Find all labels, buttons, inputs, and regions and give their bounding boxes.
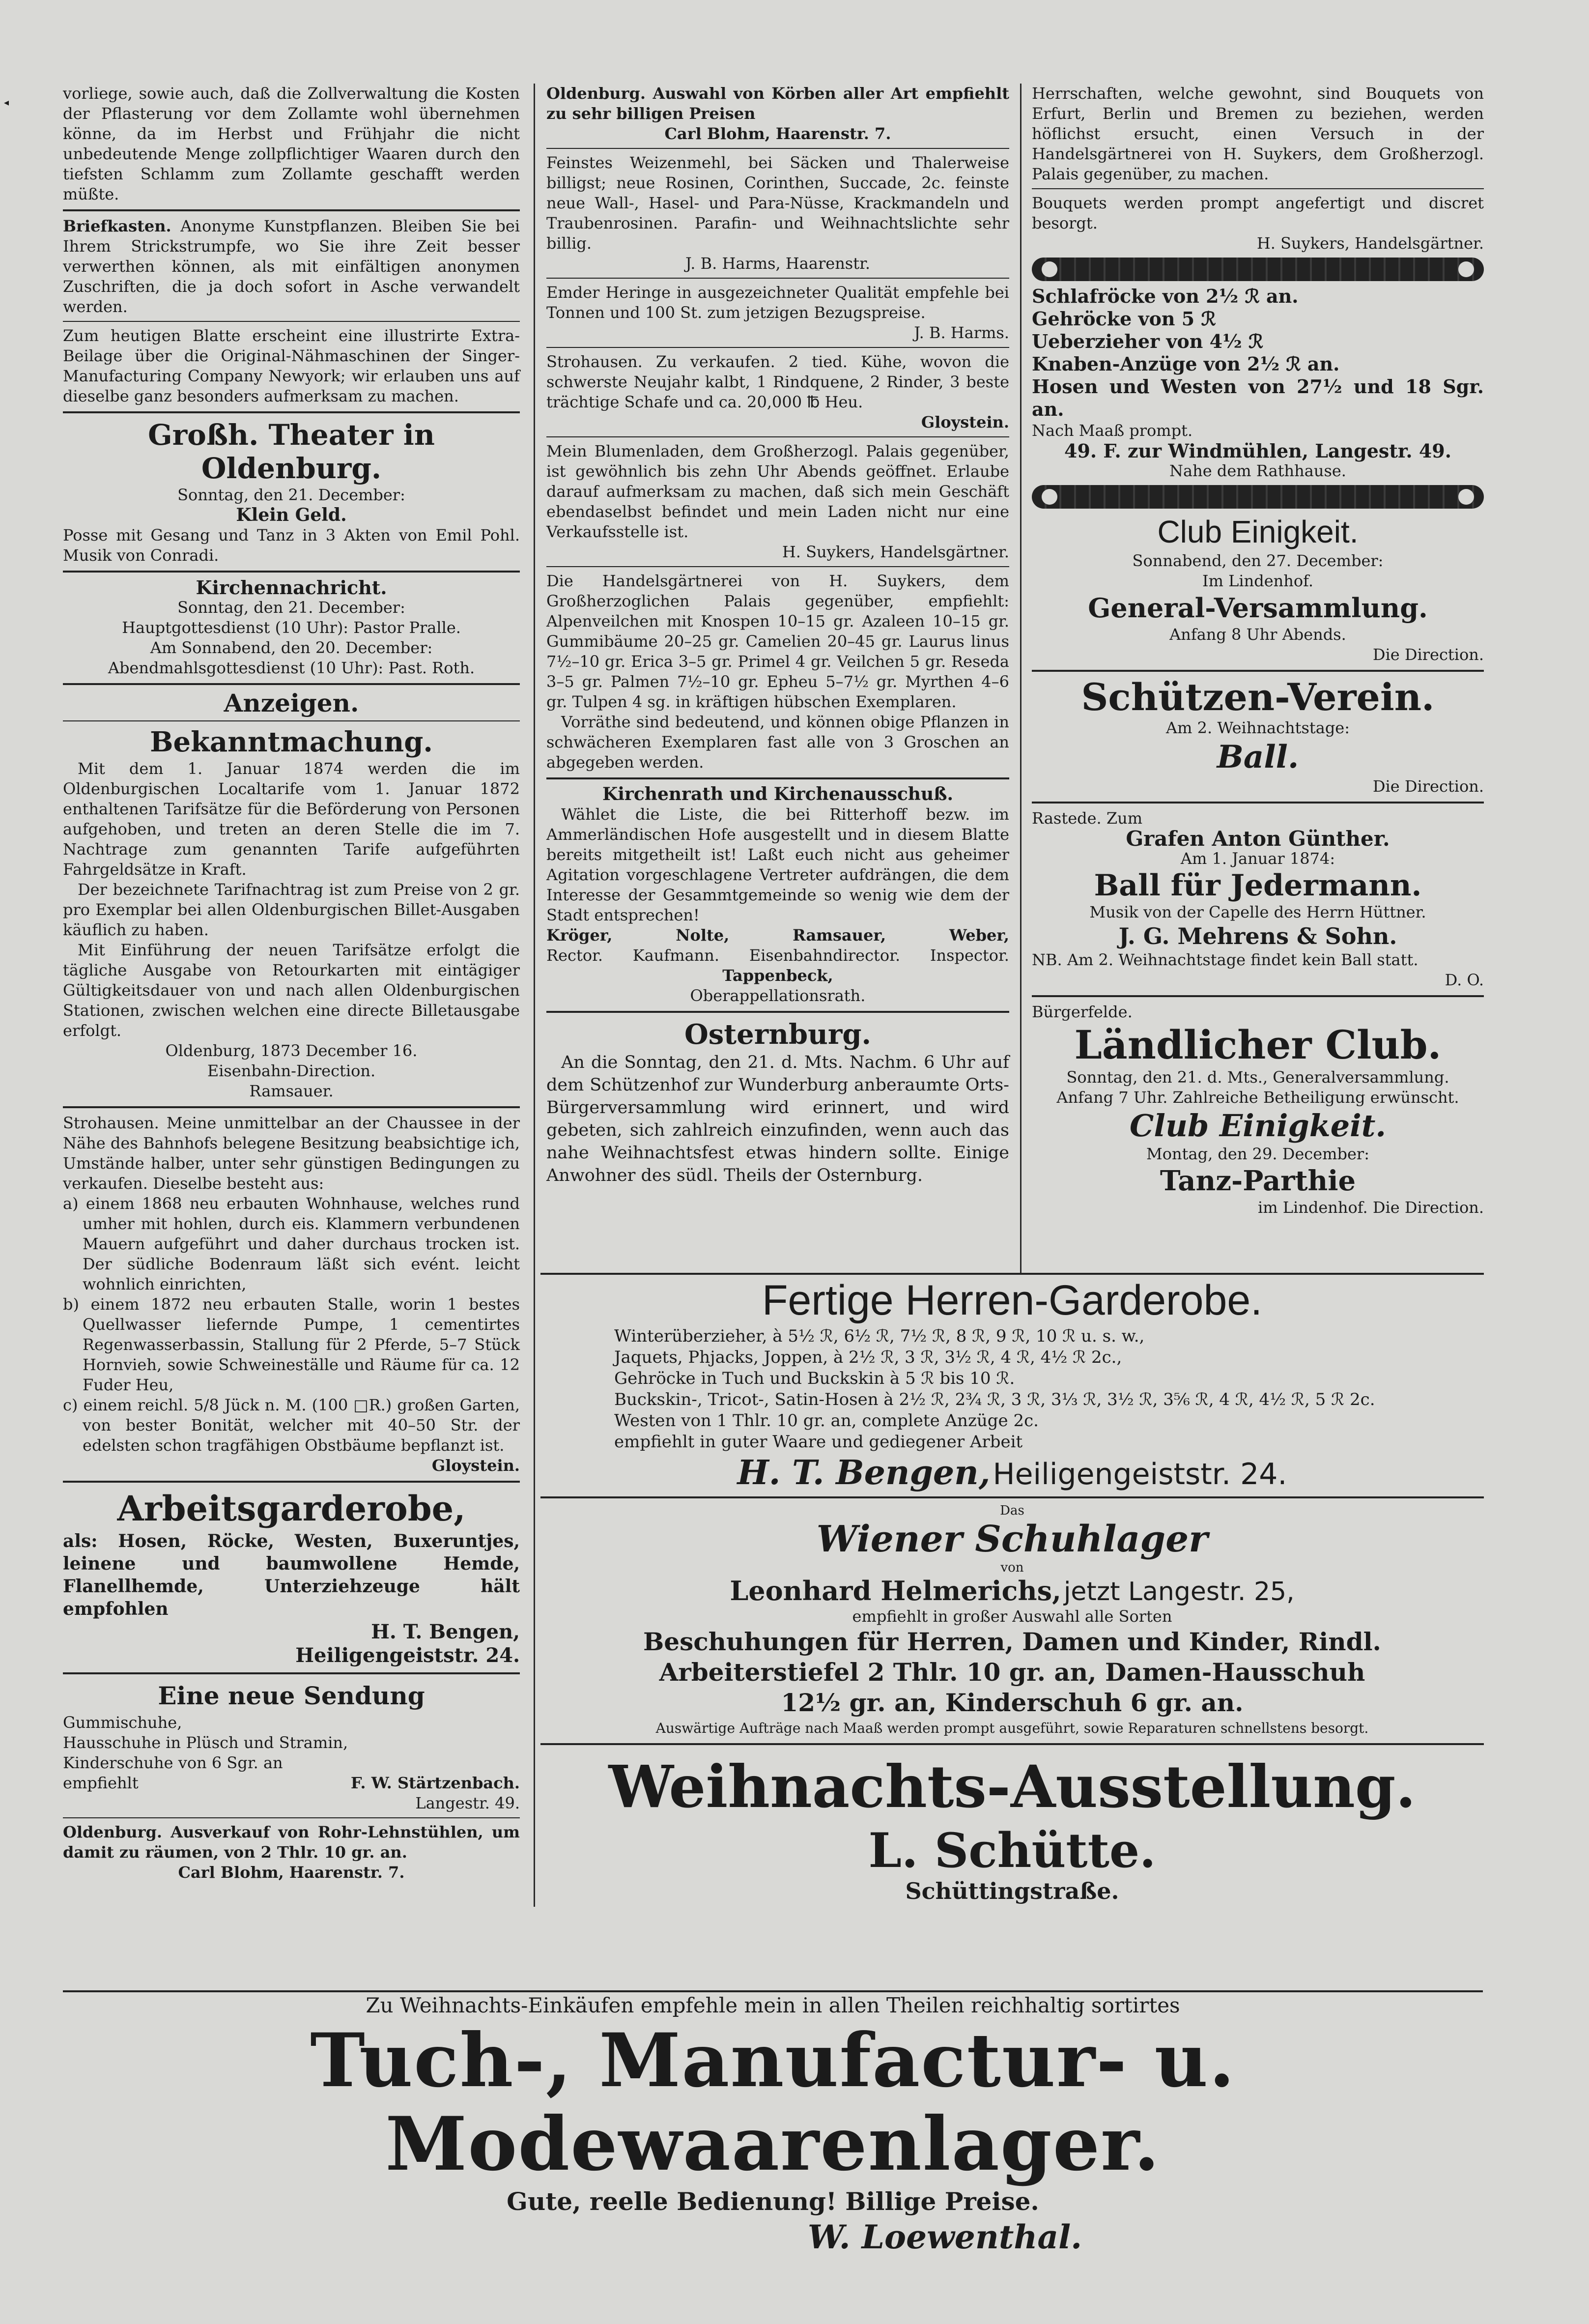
schlafroecke-line: Knaben-Anzüge von 2½ ℛ an. xyxy=(1032,353,1340,375)
nb-note: NB. Am 2. Weihnachtstage findet kein Ball statt. xyxy=(1032,950,1419,969)
theater-desc: Posse mit Gesang und Tanz in 3 Akten von Emil Pohl. Musik von Conradi. xyxy=(63,526,520,565)
handelsgaertnerei-ad: Vorräthe sind bedeutend, und können obige Pflanzen in schwächeren Exemplaren fast alle von 3 Groschen an abgegeben werden. xyxy=(546,713,1009,772)
schlafroecke-line: Schlafröcke von 2½ ℛ an. xyxy=(1032,285,1299,307)
schuhlager-das: Das xyxy=(1000,1503,1024,1518)
briefkasten-heading: Briefkasten. xyxy=(63,217,171,235)
strohausen-vieh-ad: Strohausen. Zu verkaufen. 2 tied. Kühe, wovon die schwerste Neujahr kalbt, 1 Rindquene, 2 Rinder, 3 beste trächtige Schafe und ca. 20,000 ℔ Heu. xyxy=(546,352,1009,411)
club-generalversammlung: General-Versammlung. xyxy=(1088,592,1428,624)
laendlicher-club-line: Sonntag, den 21. d. Mts., Generalversammlung. xyxy=(1066,1068,1449,1087)
helmerichs-line: 12½ gr. an, Kinderschuh 6 gr. an. xyxy=(781,1688,1244,1717)
bekanntmachung-title: Bekanntmachung. xyxy=(150,726,433,758)
kirchenrath-heading: Kirchenrath und Kirchenausschuß. xyxy=(602,784,954,804)
kirchenrath-names xyxy=(546,925,1009,946)
helmerichs-line: Beschuhungen für Herren, Damen und Kinder, Rindl. xyxy=(643,1627,1381,1656)
heringe-signature: J. B. Harms. xyxy=(914,323,1009,342)
herren-garderobe-item: Gehröcke in Tuch und Buckskin à 5 ℛ bis 10 ℛ. xyxy=(614,1369,1015,1388)
ornamental-bar xyxy=(1032,258,1484,281)
strohausen-item: c) einem reichl. 5/8 Jück n. M. (100 □R.) großen Garten, von bester Bonität, welcher mit 40–50 Str. der edelsten schon tragfähigen Obstbäume bepflanzt ist. xyxy=(63,1396,520,1455)
schlafroecke-note: Nach Maaß prompt. xyxy=(1032,421,1193,440)
mehrens-signature: J. G. Mehrens & Sohn. xyxy=(1118,923,1397,949)
strohausen-text: Strohausen. Meine unmittelbar an der Chaussee in der Nähe des Bahnhofs belegene Besitzung beabsichtige ich, Umstände halber, unter sehr günstigen Bedingungen zu verkaufen. Dieselbe besteht aus: xyxy=(63,1114,520,1193)
schuette-address: Schüttingstraße. xyxy=(905,1878,1119,1904)
kirche-heading: Kirchennachricht. xyxy=(196,576,387,599)
sendung-title: Eine neue Sendung xyxy=(158,1681,425,1710)
arbeitsgarderobe-title: Arbeitsgarderobe, xyxy=(117,1488,466,1529)
koerbe-ad: Oldenburg. Auswahl von Körben aller Art empfiehlt zu sehr billigen Preisen xyxy=(546,84,1009,123)
footer-signature: W. Loewenthal. xyxy=(807,2218,1082,2256)
bek-signature: Ramsauer. xyxy=(249,1082,334,1100)
club-line: Im Lindenhof. xyxy=(1202,572,1314,590)
herren-garderobe-item: empfiehlt in guter Waare und gediegener Arbeit xyxy=(614,1432,1023,1452)
schuette-name: L. Schütte. xyxy=(868,1823,1156,1878)
footer-intro: Zu Weihnachts-Einkäufen empfehle mein in allen Theilen reichhaltig sortirtes xyxy=(366,1993,1180,2017)
heringe-ad: Emder Heringe in ausgezeichneter Qualität empfehle bei Tonnen und 100 St. zum jetzigen Bezugspreise. xyxy=(546,283,1009,322)
herren-garderobe-block xyxy=(540,1273,1484,1904)
sendung-line: empfiehlt xyxy=(63,1774,139,1792)
strohausen-vieh-signature: Gloystein. xyxy=(921,413,1009,431)
windmuehlen-address: 49. F. zur Windmühlen, Langestr. 49. xyxy=(1064,440,1451,462)
theater-play: Klein Geld. xyxy=(236,505,347,525)
ball-jedermann: Ball für Jedermann. xyxy=(1094,868,1422,903)
koerbe-signature: Carl Blohm, Haarenstr. 7. xyxy=(664,124,891,143)
club-einigkeit-date: Montag, den 29. December: xyxy=(1146,1145,1369,1163)
anzeigen-heading: Anzeigen. xyxy=(224,689,359,717)
tanz-parthie-title: Tanz-Parthie xyxy=(1160,1165,1356,1197)
schlafroecke-line: Gehröcke von 5 ℛ xyxy=(1032,308,1216,330)
bek-paragraph: Der bezeichnete Tarifnachtrag ist zum Preise von 2 gr. pro Exemplar bei allen Oldenburgischen Billet-Ausgaben käuflich zu haben. xyxy=(63,880,520,939)
bek-signature: Eisenbahn-Direction. xyxy=(207,1062,376,1080)
club-line: Sonnabend, den 27. December: xyxy=(1132,551,1384,570)
sendung-signature: F. W. Stärtzenbach. xyxy=(350,1774,520,1792)
bouquets-signature: H. Suykers, Handelsgärtner. xyxy=(1256,234,1484,253)
blumenladen-ad: Mein Blumenladen, dem Großherzogl. Palais gegenüber, ist gewöhnlich bis zehn Uhr Abends geöffnet. Erlaube darauf aufmerksam zu machen, daß sich mein Geschäft ebendaselbst befindet und mein Laden nicht nur eine Verkaufsstelle ist. xyxy=(546,442,1009,541)
theater-date: Sonntag, den 21. December: xyxy=(177,486,405,504)
margin-mark: ◂ xyxy=(4,96,9,108)
briefkasten-text: Anonyme Kunstpflanzen. Bleiben Sie bei Ihrem Strickstrumpfe, wo Sie ihre Zeit besser verwerthen können, als mit einfältigen anonymen Zuschriften, die ja doch sofort in Asche verwandelt werden. xyxy=(63,217,520,316)
footer-slogan: Gute, reelle Bedienung! Billige Preise. xyxy=(507,2187,1039,2216)
strohausen-item: a) einem 1868 neu erbauten Wohnhause, welches rund umher mit hohlen, durch eis. Klammern verbundenen Mauern aufgeführt und daher durchaus trocken ist. Der südliche Bodenraum läßt sich evént. leicht wohnlich einrichten, xyxy=(63,1194,520,1293)
handelsgaertnerei-ad: Die Handelsgärtnerei von H. Suykers, dem Großherzoglichen Palais gegenüber, empfiehlt: Alpenveilchen mit Knospen 10–15 gr. Azaleen 10–15 gr. Gummibäume 20–25 gr. Camelien 20–45 gr. Laurus linus 7½–10 gr. Erica 3–5 gr. Primel 4 gr. Veilchen 5 gr. Reseda 3–5 gr. Palmen 7½–10 gr. Epheu 5–7½ gr. Myrthen 4–6 gr. Tulpen 4 sg. in kräftigen hübschen Exemplaren. xyxy=(546,572,1009,711)
bengen-signature: H. T. Bengen, xyxy=(737,1453,991,1492)
column-middle xyxy=(546,84,1009,1187)
ausverkauf-text: Oldenburg. Ausverkauf von Rohr-Lehnstühlen, um damit zu räumen, von 2 Thlr. 10 gr. an. xyxy=(63,1823,520,1862)
club-einigkeit-title: Club Einigkeit. xyxy=(1130,1108,1386,1144)
herren-garderobe-title: Fertige Herren-Garderobe. xyxy=(762,1277,1263,1324)
kirchenrath-title: Rector. xyxy=(546,946,603,965)
bengen-address: Heiligengeiststr. 24. xyxy=(993,1457,1287,1492)
nb-signature: D. O. xyxy=(1445,971,1484,989)
sendung-line: Kinderschuhe von 6 Sgr. an xyxy=(63,1753,283,1772)
grafen-title: Grafen Anton Günther. xyxy=(1126,827,1390,851)
herrschaften-ad: Herrschaften, welche gewohnt, sind Bouquets von Erfurt, Berlin und Bremen zu beziehen, werden höflichst ersucht, einen Versuch in der Handelsgärtnerei von H. Suykers, dem Großherzogl. Palais gegenüber, zu machen. xyxy=(1032,84,1484,183)
footer-ad xyxy=(63,1990,1483,2257)
sendung-signature-row xyxy=(63,1773,520,1793)
herren-garderobe-item: Winterüberzieher, à 5½ ℛ, 6½ ℛ, 7½ ℛ, 8 ℛ, 9 ℛ, 10 ℛ u. s. w., xyxy=(614,1326,1145,1346)
bek-paragraph: Mit dem 1. Januar 1874 werden die im Oldenburgischen Localtarife vom 1. Januar 1872 enthaltenen Tarifsätze für die Beförderung von Personen aufgehoben, und treten an deren Stelle die im 7. Nachtrage zum genannten Tarife aufgeführten Fahrgeldsätze in Kraft. xyxy=(63,759,520,879)
arbeitsgarderobe-address: Heiligengeiststr. 24. xyxy=(295,1644,520,1667)
schuetzenverein-title: Schützen-Verein. xyxy=(1081,675,1435,719)
article-intro: vorliege, sowie auch, daß die Zollverwaltung die Kosten der Pflasterung vor dem Zollamte wohl übernehmen könne, da im Herbst und Frühjahr die nicht unbedeutende Menge zollpflichtiger Waaren durch den tiefsten Schlamm zum Zollamte geschafft werden müßte. xyxy=(63,84,520,203)
kirchenrath-title: Eisenbahndirector. xyxy=(749,946,901,965)
bek-date: Oldenburg, 1873 December 16. xyxy=(165,1041,418,1060)
kirche-line: Sonntag, den 21. December: xyxy=(177,598,405,617)
sendung-address: Langestr. 49. xyxy=(415,1794,520,1812)
laendlicher-club-line: Anfang 7 Uhr. Zahlreiche Betheiligung erwünscht. xyxy=(1056,1088,1459,1107)
osternburg-text: An die Sonntag, den 21. d. Mts. Nachm. 6 Uhr auf dem Schützenhof zur Wunderburg anberaumte Orts-Bürgerversammlung wird erinnert, und wird gebeten, sich zahlreich einzufinden, wenn auch das nahe Weihnachtsfest etwas hindern sollte. Einige Anwohner des südl. Theils der Osternburg. xyxy=(546,1053,1009,1185)
sendung-line: Hausschuhe in Plüsch und Stramin, xyxy=(63,1733,348,1752)
club-line: Anfang 8 Uhr Abends. xyxy=(1169,625,1346,644)
ball-musik: Musik von der Capelle des Herrn Hüttner. xyxy=(1089,903,1426,921)
arbeitsgarderobe-text: als: Hosen, Röcke, Westen, Buxeruntjes, leinene und baumwollene Hemde, Flanellhemde, Unterziehzeuge hält empfohlen xyxy=(63,1531,520,1619)
kirche-line: Am Sonnabend, den 20. December: xyxy=(150,638,433,657)
bengen-signature-row xyxy=(540,1453,1484,1492)
bouquets-ad: Bouquets werden prompt angefertigt und discret besorgt. xyxy=(1032,194,1484,232)
column-rule xyxy=(534,84,535,1907)
herren-garderobe-item: Westen von 1 Thlr. 10 gr. an, complete Anzüge 2c. xyxy=(614,1411,1039,1431)
tanz-parthie-line: im Lindenhof. Die Direction. xyxy=(1258,1198,1484,1217)
strohausen-signature: Gloystein. xyxy=(431,1456,520,1475)
ornamental-bar xyxy=(1032,485,1484,509)
column-left xyxy=(63,84,520,1883)
column-right xyxy=(1032,84,1484,1218)
herren-garderobe-item: Jaquets, Phjacks, Joppen, à 2½ ℛ, 3 ℛ, 3½ ℛ, 4 ℛ, 4½ ℛ 2c., xyxy=(614,1348,1122,1367)
schuhlager-von: von xyxy=(1000,1560,1024,1575)
helmerichs-name: Leonhard Helmerichs, xyxy=(730,1575,1061,1607)
kirchenrath-name: Nolte, xyxy=(676,926,730,945)
kirchenrath-name: Kröger, xyxy=(546,926,613,945)
theater-title: Großh. Theater in Oldenburg. xyxy=(148,418,435,485)
helmerichs-row xyxy=(540,1575,1484,1607)
ausverkauf-signature: Carl Blohm, Haarenstr. 7. xyxy=(178,1863,405,1882)
helmerichs-line: Arbeiterstiefel 2 Thlr. 10 gr. an, Damen-Hausschuh xyxy=(659,1658,1365,1687)
beilage-notice: Zum heutigen Blatte erscheint eine illustrirte Extra-Beilage über die Original-Nähmaschinen der Singer-Manufacturing Company Newyork; wir erlauben uns auf dieselbe ganz besonders aufmerksam zu machen. xyxy=(63,326,520,405)
kirchenrath-text: Wählet die Liste, die bei Ritterhoff bezw. im Ammerländischen Hofe ausgestellt und in diesem Blatte bereits mitgetheilt ist! Laßt euch nicht aus geheimer Agitation vorgeschlagene Vertreter aufdrängen, die dem Interesse der Gesammtgemeinde so wenig wie dem der Stadt entsprechen! xyxy=(546,805,1009,924)
weizenmehl-ad: Feinstes Weizenmehl, bei Säcken und Thalerweise billigst; neue Rosinen, Corinthen, Succade, 2c. feinste neue Wall-, Hasel- und Para-Nüsse, Krackmandeln und Traubenrosinen. Parafin- und Weihnachtslichte sehr billig. xyxy=(546,153,1009,253)
kirchenrath-title: Inspector. xyxy=(930,946,1009,965)
sendung-line: Gummischuhe, xyxy=(63,1713,182,1732)
kirchenrath-title: Kaufmann. xyxy=(632,946,720,965)
schuhlager-title: Wiener Schuhlager xyxy=(816,1518,1208,1560)
schlafroecke-line: Hosen und Westen von 27½ und 18 Sgr. an. xyxy=(1032,375,1484,420)
kirche-line: Abendmahlsgottesdienst (10 Uhr): Past. Roth. xyxy=(108,659,475,677)
helmerichs-address: jetzt Langestr. 25, xyxy=(1063,1577,1295,1607)
kirchenrath-name: Tappenbeck, xyxy=(722,966,833,985)
rastede-line: Rastede. Zum xyxy=(1032,809,1143,828)
helmerichs-line: Auswärtige Aufträge nach Maaß werden prompt ausgeführt, sowie Reparaturen schnellstens besorgt. xyxy=(655,1720,1369,1736)
bek-paragraph: Mit Einführung der neuen Tarifsätze erfolgt die tägliche Ausgabe von Retourkarten mit eintägiger Gültigkeitsdauer von und nach allen Oldenburgischen Stationen, zwischen welchen eine directe Billetausgabe erfolgt. xyxy=(63,941,520,1040)
club-title: Club Einigkeit. xyxy=(1157,514,1359,549)
helmerichs-line: empfiehlt in großer Auswahl alle Sorten xyxy=(852,1607,1172,1626)
column-rule xyxy=(1020,84,1022,1273)
club-signature: Die Direction. xyxy=(1372,645,1484,664)
weihnachts-ausstellung-title: Weihnachts-Ausstellung. xyxy=(608,1752,1416,1821)
windmuehlen-note: Nahe dem Rathhause. xyxy=(1169,461,1346,480)
herren-garderobe-list xyxy=(540,1326,1484,1453)
grafen-date: Am 1. Januar 1874: xyxy=(1180,849,1335,868)
strohausen-item: b) einem 1872 neu erbauten Stalle, worin 1 bestes Quellwasser liefernde Pumpe, 1 cementirtes Regenwasserbassin, Stallung für 2 Pferde, 5–7 Stück Hornvieh, sowie Schweineställe und Räume für ca. 12 Fuder Heu, xyxy=(63,1295,520,1394)
kirchenrath-name: Weber, xyxy=(949,926,1009,945)
schlafroecke-line: Ueberzieher von 4½ ℛ xyxy=(1032,330,1264,352)
arbeitsgarderobe-signature: H. T. Bengen, xyxy=(371,1620,520,1643)
schuetzenverein-ball: Ball. xyxy=(1217,739,1299,775)
kirchenrath-name: Ramsauer, xyxy=(793,926,886,945)
schuetzenverein-line: Am 2. Weihnachtstage: xyxy=(1165,718,1350,737)
briefkasten xyxy=(63,216,520,317)
blumenladen-signature: H. Suykers, Handelsgärtner. xyxy=(782,543,1009,561)
osternburg-title: Osternburg. xyxy=(684,1018,872,1051)
footer-title: Tuch-, Manufactur- u. Modewaarenlager. xyxy=(310,2017,1236,2187)
schuetzenverein-signature: Die Direction. xyxy=(1372,777,1484,796)
buergerfelde-line: Bürgerfelde. xyxy=(1032,1003,1133,1021)
kirchenrath-titles xyxy=(546,946,1009,966)
kirchenrath-title: Oberappellationsrath. xyxy=(690,986,866,1005)
kirche-line: Hauptgottesdienst (10 Uhr): Pastor Pralle. xyxy=(122,618,461,637)
laendlicher-club-title: Ländlicher Club. xyxy=(1074,1022,1442,1068)
herren-garderobe-item: Buckskin-, Tricot-, Satin-Hosen à 2½ ℛ, 2¾ ℛ, 3 ℛ, 3⅓ ℛ, 3½ ℛ, 3⅚ ℛ, 4 ℛ, 4½ ℛ, 5 ℛ 2c. xyxy=(614,1390,1375,1409)
weizenmehl-signature: J. B. Harms, Haarenstr. xyxy=(685,254,871,273)
